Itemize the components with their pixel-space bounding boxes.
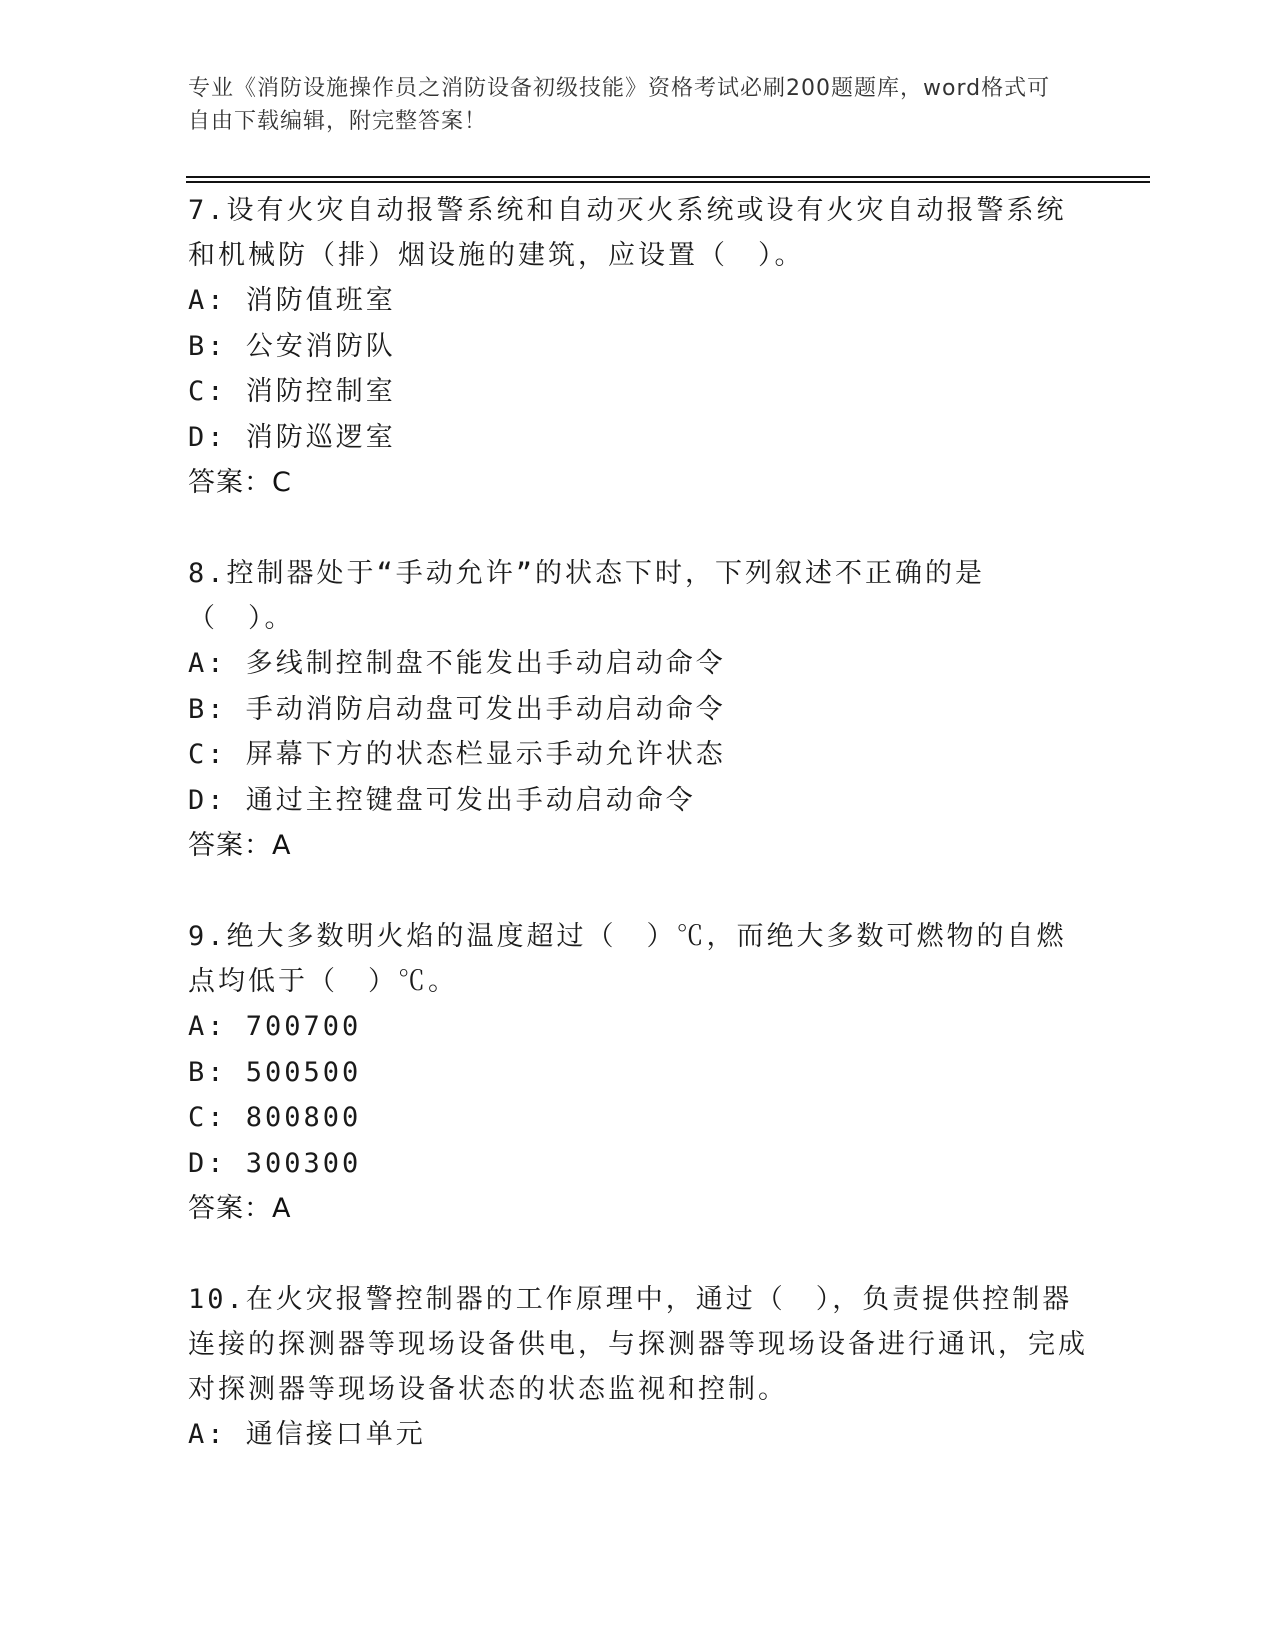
question-stem: 8.控制器处于“手动允许”的状态下时，下列叙述不正确的是（ ）。 [188,558,986,634]
question-10 [188,1277,1088,1458]
option-b: B: 公安消防队 [188,330,396,362]
option-d: D: 300300 [188,1147,362,1179]
option-a: A: 通信接口单元 [188,1419,426,1450]
option-c: C: 屏幕下方的状态栏显示手动允许状态 [188,739,726,770]
option-a: A: 多线制控制盘不能发出手动启动命令 [188,648,726,679]
header-divider-top [186,176,1150,178]
option-c: C: 800800 [188,1102,362,1133]
option-a: A: 700700 [188,1011,362,1042]
option-d: D: 消防巡逻室 [188,421,396,453]
question-stem: 7.设有火灾自动报警系统和自动灭火系统或设有火灾自动报警系统和机械防（排）烟设施的建筑，应设置（ ）。 [188,195,1067,271]
option-d: D: 通过主控键盘可发出手动启动命令 [188,784,696,816]
option-c: C: 消防控制室 [188,376,396,407]
question-stem: 10.在火灾报警控制器的工作原理中，通过（ ），负责提供控制器连接的探测器等现场设备供电，与探测器等现场设备进行通讯，完成对探测器等现场设备状态的状态监视和控制。 [188,1284,1088,1405]
question-9 [188,914,1088,1231]
question-8 [188,551,1088,868]
header-divider-bottom [186,181,1150,183]
option-a: A: 消防值班室 [188,285,396,316]
answer: 答案：A [188,1193,292,1224]
option-b: B: 手动消防启动盘可发出手动启动命令 [188,693,726,725]
answer: 答案：C [188,467,292,498]
question-7 [188,188,1088,505]
option-b: B: 500500 [188,1056,362,1088]
answer: 答案：A [188,830,292,861]
question-stem: 9.绝大多数明火焰的温度超过（ ）℃，而绝大多数可燃物的自燃点均低于（ ）℃。 [188,921,1067,997]
document-header [188,72,1068,138]
header-text: 专业《消防设施操作员之消防设备初级技能》资格考试必刷200题题库，word格式可自由下载编辑，附完整答案！ [188,76,1051,134]
